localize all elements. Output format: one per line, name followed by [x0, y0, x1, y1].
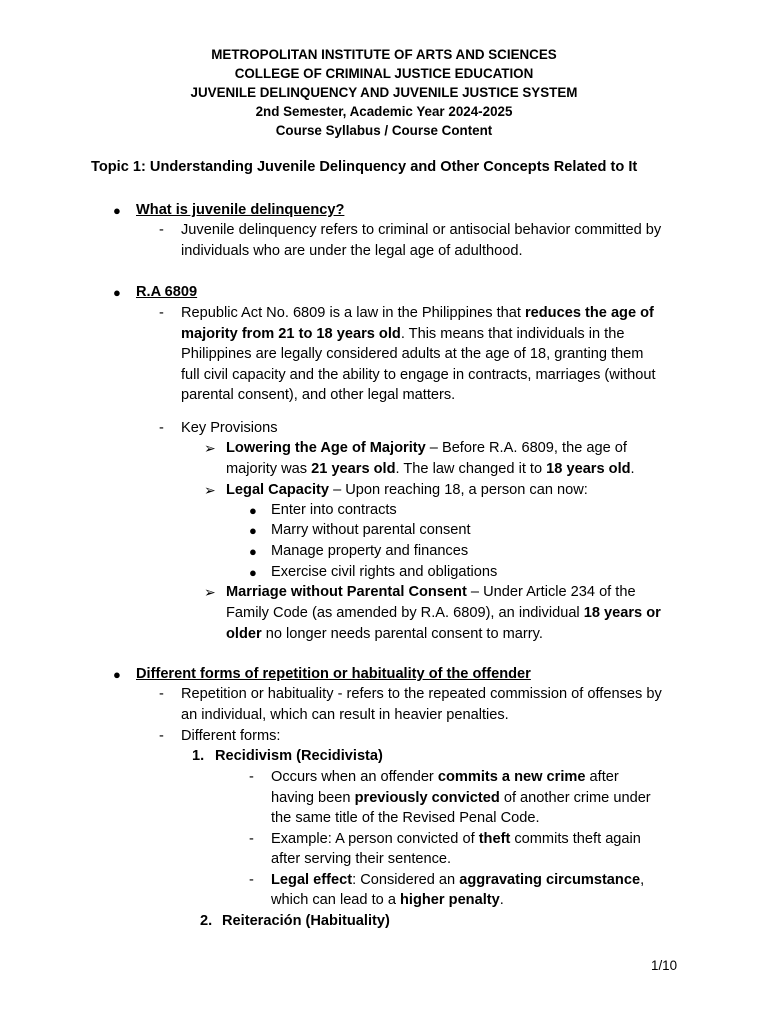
arrow-icon: ➢ [204, 440, 216, 456]
arrow-icon: ➢ [204, 584, 216, 600]
dash-marker: - [249, 831, 254, 847]
repetition-definition-line: Repetition or habituality - refers to the repeated commission of offenses by [181, 686, 662, 702]
recidivism-example-line: after serving their sentence. [271, 851, 452, 867]
bullet-icon: ● [113, 667, 121, 682]
capacity-item: Marry without parental consent [271, 522, 471, 538]
bullet-icon: ● [113, 285, 121, 300]
section-heading-juvenile-delinquency: What is juvenile delinquency? [136, 202, 345, 218]
section-heading-ra-6809: R.A 6809 [136, 284, 198, 300]
repetition-definition-line: an individual, which can result in heavier penalties. [181, 707, 509, 723]
definition-line: individuals who are under the legal age of adulthood. [181, 243, 523, 259]
provision-line: Legal Capacity – Upon reaching 18, a person can now: [226, 482, 588, 498]
recidivism-line: Occurs when an offender commits a new crime after [271, 769, 619, 785]
capacity-item: Exercise civil rights and obligations [271, 564, 498, 580]
dash-marker: - [159, 728, 164, 744]
recidivism-example-line: Example: A person convicted of theft commits theft again [271, 831, 641, 847]
provision-line: Family Code (as amended by R.A. 6809), an individual 18 years or [226, 605, 661, 621]
provision-line: older no longer needs parental consent to marry. [226, 626, 543, 642]
topic-heading: Topic 1: Understanding Juvenile Delinquency and Other Concepts Related to It [91, 159, 638, 175]
arrow-icon: ➢ [204, 482, 216, 498]
bullet-icon: ● [249, 565, 257, 580]
dash-marker: - [159, 222, 164, 238]
capacity-item: Manage property and finances [271, 543, 469, 559]
document-header [0, 45, 768, 140]
dash-marker: - [159, 686, 164, 702]
bullet-icon: ● [249, 503, 257, 518]
course-title: JUVENILE DELINQUENCY AND JUVENILE JUSTICE SYSTEM [190, 85, 578, 100]
provision-line: Lowering the Age of Majority – Before R.A. 6809, the age of [226, 440, 627, 456]
institution-name: METROPOLITAN INSTITUTE OF ARTS AND SCIENCES [211, 47, 557, 62]
list-number: 1. [192, 748, 205, 764]
bullet-icon: ● [249, 544, 257, 559]
different-forms-label: Different forms: [181, 728, 281, 744]
dash-marker: - [159, 420, 164, 436]
form-title-recidivism: Recidivism (Recidivista) [215, 748, 383, 764]
bullet-icon: ● [113, 203, 121, 218]
legal-effect-line: Legal effect: Considered an aggravating circumstance, [271, 872, 645, 888]
college-name: COLLEGE OF CRIMINAL JUSTICE EDUCATION [234, 66, 534, 81]
legal-effect-line: which can lead to a higher penalty. [271, 892, 504, 908]
key-provisions-label: Key Provisions [181, 420, 278, 436]
recidivism-line: having been previously convicted of another crime under [271, 790, 651, 806]
ra-paragraph-line: parental consent), and other legal matters. [181, 387, 456, 403]
definition-line: Juvenile delinquency refers to criminal or antisocial behavior committed by [181, 222, 662, 238]
dash-marker: - [249, 769, 254, 785]
ra-paragraph-line: majority from 21 to 18 years old. This means that individuals in the [181, 326, 625, 342]
list-number: 2. [200, 913, 213, 929]
recidivism-line: the same title of the Revised Penal Code. [271, 810, 540, 826]
provision-line: Marriage without Parental Consent – Under Article 234 of the [226, 584, 636, 600]
bullet-icon: ● [249, 523, 257, 538]
section-heading-repetition: Different forms of repetition or habituality of the offender [136, 666, 531, 682]
ra-paragraph-line: full civil capacity and the ability to engage in contracts, marriages (without [181, 367, 656, 383]
form-title-reiteracion: Reiteración (Habituality) [222, 913, 390, 929]
ra-paragraph-line: Philippines are legally considered adults at the age of 18, granting them [181, 346, 644, 362]
page-number: 1/10 [651, 958, 678, 973]
syllabus-line: Course Syllabus / Course Content [275, 123, 493, 138]
capacity-item: Enter into contracts [271, 502, 397, 518]
semester-line: 2nd Semester, Academic Year 2024-2025 [255, 104, 513, 119]
provision-line: majority was 21 years old. The law changed it to 18 years old. [226, 461, 635, 477]
ra-paragraph-line: Republic Act No. 6809 is a law in the Philippines that reduces the age of [181, 305, 654, 321]
dash-marker: - [249, 872, 254, 888]
dash-marker: - [159, 305, 164, 321]
